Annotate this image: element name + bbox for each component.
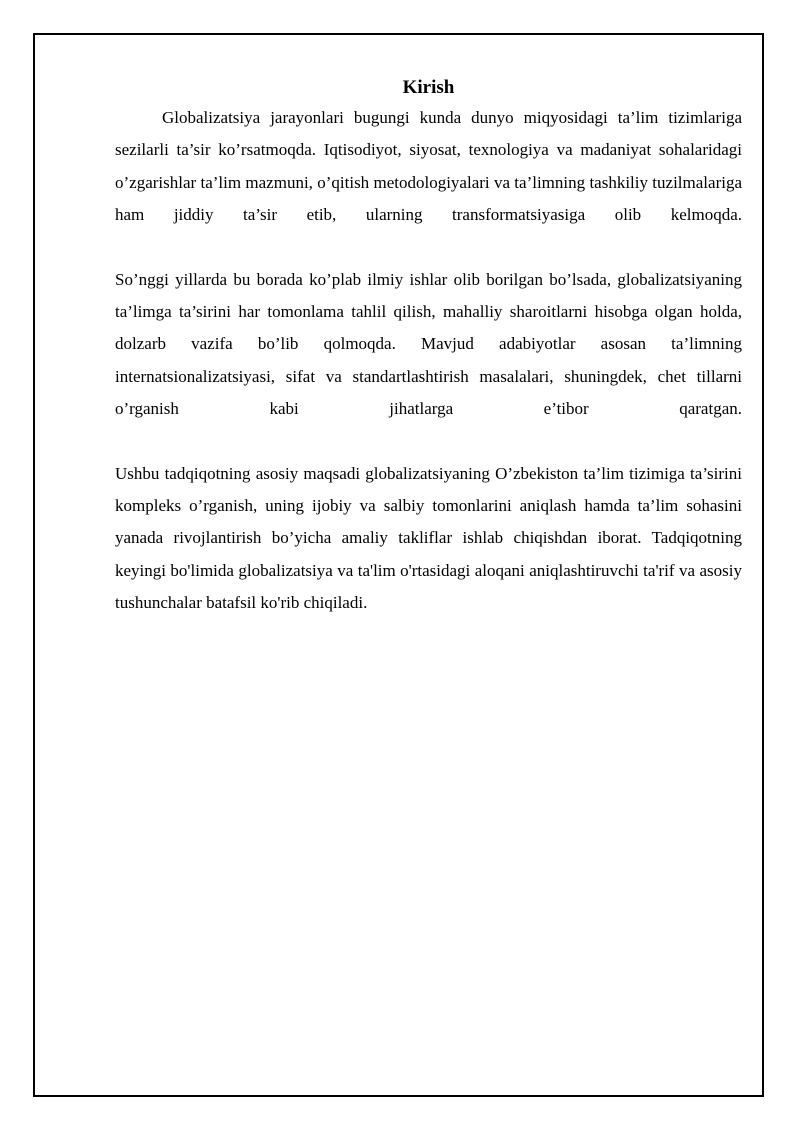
- paragraph-intro: Globalizatsiya jarayonlari bugungi kunda dunyo miqyosidagi ta’lim tizimlariga sezilarli ta’sir ko’rsatmoqda. Iqtisodiyot, siyosat, texnologiya va madaniyat sohalaridagi o’zgarishlar ta’lim mazmuni, o’qitish metodologiyalari va ta’limning tashkiliy tuzilmalariga ham jiddiy ta’sir etib, ularning transformatsiyasiga olib kelmoqda.: [115, 108, 742, 225]
- document-body: [115, 74, 742, 620]
- section-heading: Kirish: [402, 77, 455, 98]
- paragraph-aim: Ushbu tadqiqotning asosiy maqsadi globalizatsiyaning O’zbekiston ta’lim tizimiga ta’sirini kompleks o’rganish, uning ijobiy va salbiy tomonlarini aniqlash hamda ta’lim sohasini yanada rivojlantirish bo’yicha amaliy takliflar ishlab chiqishdan iborat. Tadqiqotning keyingi bo'limida globalizatsiya va ta'lim o'rtasidagi aloqani aniqlashtiruvchi ta'rif va asosiy tushunchalar batafsil ko'rib chiqiladi.: [115, 463, 742, 613]
- paragraph-spacer: [115, 426, 742, 458]
- paragraph-literature: So’nggi yillarda bu borada ko’plab ilmiy ishlar olib borilgan bo’lsada, globalizatsiyaning ta’limga ta’sirini har tomonlama tahlil qilish, mahalliy sharoitlarni hisobga olgan holda, dolzarb vazifa bo’lib qolmoqda. Mavjud adabiyotlar asosan ta’limning internatsionalizatsiyasi, sifat va standartlashtirish masalalari, shuningdek, chet tillarni o’rganish kabi jihatlarga e’tibor qaratgan.: [115, 269, 742, 419]
- paragraph-spacer: [115, 232, 742, 264]
